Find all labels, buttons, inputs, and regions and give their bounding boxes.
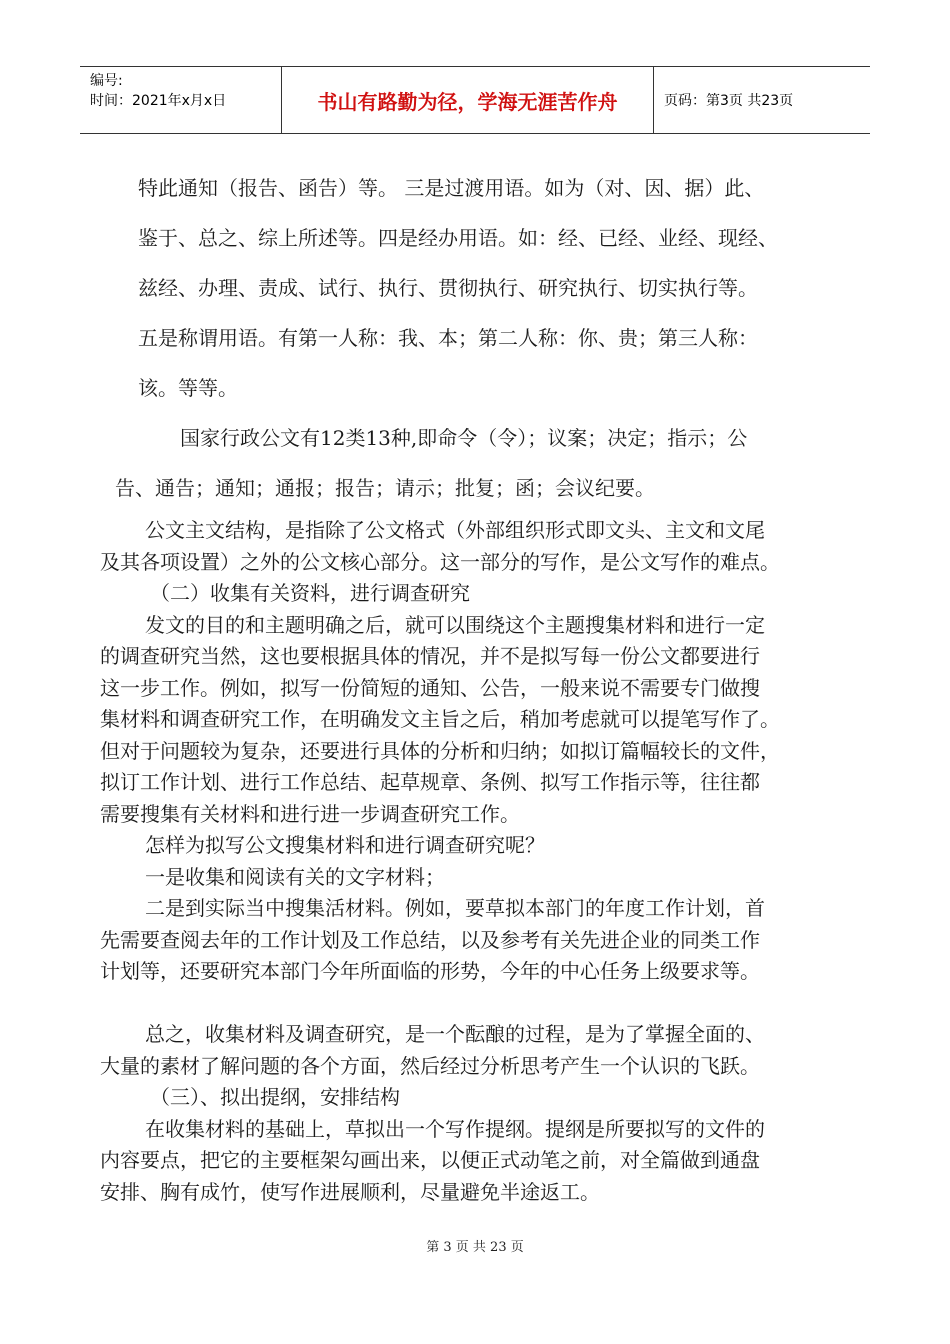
text-line: 在收集材料的基础上，草拟出一个写作提纲。提纲是所要拟写的文件的 — [145, 1117, 765, 1141]
text-line: 总之，收集材料及调查研究，是一个酝酿的过程，是为了掌握全面的、 — [145, 1022, 765, 1046]
number-label: 编号: — [90, 73, 123, 89]
header-motto: 书山有路勤为径，学海无涯苦作舟 — [282, 67, 654, 133]
text-line: 该。等等。 — [138, 376, 238, 400]
text-line: 五是称谓用语。有第一人称：我、本；第二人称：你、贵；第三人称： — [138, 326, 758, 350]
text-line: 但对于问题较为复杂，还要进行具体的分析和归纳；如拟订篇幅较长的文件， — [100, 739, 780, 763]
page-header — [80, 66, 870, 134]
section-heading: （三）、拟出提纲，安排结构 — [150, 1085, 400, 1109]
header-meta — [80, 67, 282, 133]
text-line: 集材料和调查研究工作，在明确发文主旨之后，稍加考虑就可以提笔写作了。 — [100, 707, 780, 731]
text-line: 内容要点，把它的主要框架勾画出来，以便正式动笔之前，对全篇做到通盘 — [100, 1148, 760, 1172]
text-line: 先需要查阅去年的工作计划及工作总结，以及参考有关先进企业的同类工作 — [100, 928, 760, 952]
text-line: 大量的素材了解问题的各个方面，然后经过分析思考产生一个认识的飞跃。 — [100, 1054, 760, 1078]
section-heading: （二）收集有关资料，进行调查研究 — [150, 581, 470, 605]
text-line: 这一步工作。例如，拟写一份简短的通知、公告，一般来说不需要专门做搜 — [100, 676, 760, 700]
text-line: 怎样为拟写公文搜集材料和进行调查研究呢？ — [145, 833, 545, 857]
text-line: 鉴于、总之、综上所述等。四是经办用语。如：经、已经、业经、现经、 — [138, 226, 778, 250]
time-label: 时间：2021年x月x日 — [90, 93, 227, 109]
text-line: 需要搜集有关材料和进行进一步调查研究工作。 — [100, 802, 520, 826]
text-line: 一是收集和阅读有关的文字材料； — [145, 865, 445, 889]
text-line: 公文主文结构，是指除了公文格式（外部组织形式即文头、主文和文尾 — [145, 518, 765, 542]
header-page-info: 页码：第3页 共23页 — [664, 93, 794, 109]
text-line: 及其各项设置）之外的公文核心部分。这一部分的写作，是公文写作的难点。 — [100, 550, 780, 574]
text-line: 的调查研究当然，这也要根据具体的情况，并不是拟写每一份公文都要进行 — [100, 644, 760, 668]
text-line: 特此通知（报告、函告）等。 三是过渡用语。如为（对、因、据）此、 — [138, 176, 765, 200]
text-line: 计划等，还要研究本部门今年所面临的形势，今年的中心任务上级要求等。 — [100, 959, 760, 983]
text-line: 告、通告；通知；通报；报告；请示；批复；函；会议纪要。 — [115, 476, 655, 500]
text-line: 安排、胸有成竹，使写作进展顺利，尽量避免半途返工。 — [100, 1180, 600, 1204]
text-line: 二是到实际当中搜集活材料。例如，要草拟本部门的年度工作计划，首 — [145, 896, 765, 920]
text-line: 兹经、办理、责成、试行、执行、贯彻执行、研究执行、切实执行等。 — [138, 276, 758, 300]
text-line: 拟订工作计划、进行工作总结、起草规章、条例、拟写工作指示等，往往都 — [100, 770, 760, 794]
text-line: 国家行政公文有12类13种,即命令（令）；议案；决定；指示；公 — [180, 426, 748, 450]
text-line: 发文的目的和主题明确之后，就可以围绕这个主题搜集材料和进行一定 — [145, 613, 765, 637]
page-footer: 第 3 页 共 23 页 — [426, 1240, 524, 1255]
